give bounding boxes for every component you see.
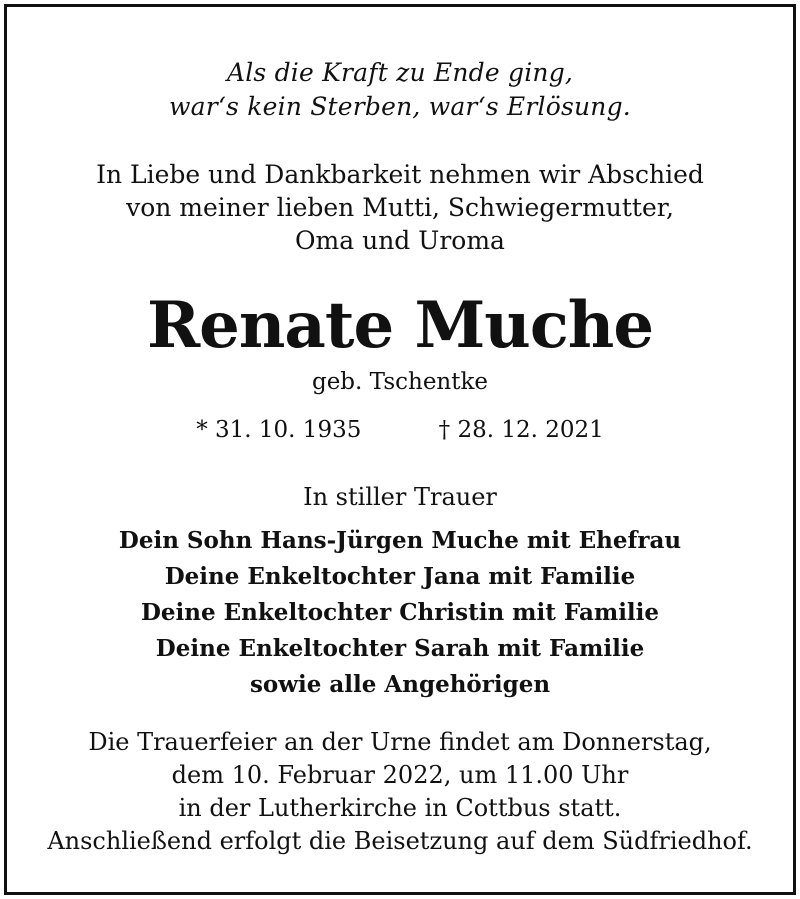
life-dates	[0, 414, 800, 446]
intro-line-1: In Liebe und Dankbarkeit nehmen wir Abschied	[96, 160, 704, 189]
maiden-name: geb. Tschentke	[311, 369, 489, 395]
mourners-list	[0, 523, 800, 703]
mourner-line: Deine Enkeltochter Jana mit Familie	[164, 563, 636, 590]
ceremony-line-2: dem 10. Februar 2022, um 11.00 Uhr	[171, 761, 629, 789]
mourner-line: Deine Enkeltochter Sarah mit Familie	[155, 635, 645, 662]
death-date: † 28. 12. 2021	[438, 417, 604, 443]
mourner-line: Dein Sohn Hans-Jürgen Muche mit Ehefrau	[118, 527, 682, 554]
ceremony-details	[0, 726, 800, 858]
intro-line-3: Oma und Uroma	[295, 226, 505, 255]
intro-line-2: von meiner lieben Mutti, Schwiegermutter,	[126, 193, 674, 222]
deceased-name: Renate Muche	[146, 288, 654, 363]
motto-line-2: war‘s kein Sterben, war‘s Erlösung.	[169, 92, 631, 121]
motto-line-1: Als die Kraft zu Ende ging,	[226, 58, 574, 87]
mourner-line: Deine Enkeltochter Christin mit Familie	[140, 599, 660, 626]
farewell-intro	[0, 158, 800, 257]
ceremony-line-4: Anschließend erfolgt die Beisetzung auf dem Südfriedhof.	[47, 827, 753, 855]
mourning-label: In stiller Trauer	[303, 483, 497, 511]
birth-date: * 31. 10. 1935	[196, 417, 362, 443]
motto-verse	[0, 56, 800, 124]
ceremony-line-3: in der Lutherkirche in Cottbus statt.	[178, 794, 622, 822]
mourner-line: sowie alle Angehörigen	[249, 671, 551, 698]
ceremony-line-1: Die Trauerfeier an der Urne findet am Donnerstag,	[88, 728, 712, 756]
